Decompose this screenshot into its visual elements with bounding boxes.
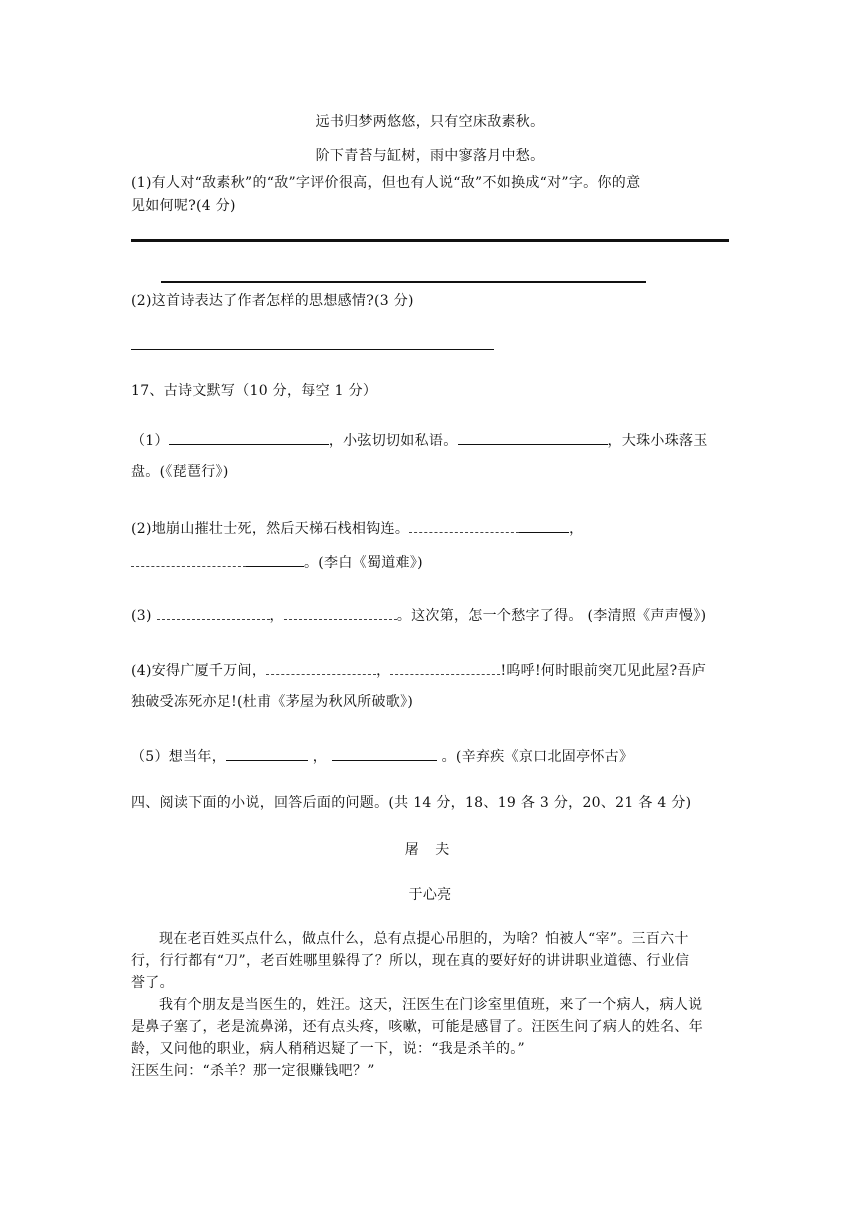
item-5-text: （5）想当年， (131, 749, 227, 765)
item-3-end: 。这次第，怎一个愁字了得。 (李清照《声声慢》) (396, 608, 707, 624)
item-1-prefix: （1） (131, 433, 169, 449)
question-16-1-line-2: 见如何呢?(4 分) (131, 198, 236, 214)
paragraph-1-line-3: 誉了。 (131, 975, 174, 991)
answer-line-thick[interactable] (131, 239, 729, 242)
question-17-item-4 (131, 660, 706, 681)
paragraph-2-line-1: 我有个朋友是当医生的，姓汪。这天，汪医生在门诊室里值班，来了一个病人，病人说 (159, 997, 703, 1013)
paragraph-2-line-2: 是鼻子塞了，老是流鼻涕，还有点头疼，咳嗽，可能是感冒了。汪医生问了病人的姓名、年 (131, 1019, 703, 1035)
fill-blank-2b-solid[interactable] (246, 552, 304, 567)
question-17-item-1-cont: 盘。(《琵琶行》) (131, 464, 229, 480)
question-17-item-2 (131, 518, 583, 539)
question-17-item-1 (131, 430, 708, 451)
question-17-item-5 (131, 746, 633, 767)
paragraph-2-line-3: 龄，又问他的职业，病人稍稍迟疑了一下，说：“我是杀羊的。” (131, 1041, 526, 1057)
item-1-end: ，大珠小珠落玉 (607, 433, 708, 449)
question-16-1-line-1: (1)有人对“敌素秋”的“敌”字评价很高，但也有人说“敌”不如换成“对”字。你的意 (131, 175, 641, 191)
fill-blank-3a[interactable] (157, 605, 270, 620)
fill-blank-2a[interactable] (409, 518, 519, 533)
fill-blank-5b[interactable] (332, 746, 437, 761)
question-17-item-3 (131, 605, 706, 626)
item-4-comma: ， (376, 663, 391, 679)
fill-blank-2a-solid[interactable] (519, 518, 569, 533)
paragraph-1-line-2: 行，行行都有“刀”，老百姓哪里躲得了？所以，现在真的要好好的讲讲职业道德、行业信 (131, 953, 690, 969)
fill-blank-4b[interactable] (390, 660, 500, 675)
fill-blank-4a[interactable] (266, 660, 376, 675)
story-author: 于心亮 (408, 887, 452, 903)
story-title: 屠 夫 (404, 842, 456, 858)
fill-blank-1b[interactable] (458, 430, 608, 445)
fill-blank-5a[interactable] (226, 746, 308, 761)
poem-line-2: 阶下青苔与缸树，雨中寥落月中愁。 (315, 148, 545, 164)
fill-blank-3b[interactable] (284, 605, 397, 620)
item-1-mid: ，小弦切切如私语。 (328, 433, 458, 449)
answer-line[interactable] (161, 281, 646, 283)
item-2-text: (2)地崩山摧壮士死，然后天梯石栈相钩连。 (131, 521, 410, 537)
item-3-prefix: (3) (131, 608, 152, 624)
question-17-heading: 17、古诗文默写（10 分，每空 1 分） (131, 383, 378, 399)
answer-line-short[interactable] (131, 349, 494, 350)
fill-blank-2b[interactable] (131, 552, 246, 567)
question-17-item-2-cont (131, 552, 423, 573)
item-2-comma: ， (569, 521, 584, 537)
section-4-heading: 四、阅读下面的小说，回答后面的问题。(共 14 分，18、19 各 3 分，20、21 各 4 分) (131, 795, 692, 811)
question-16-2: (2)这首诗表达了作者怎样的思想感情?(3 分) (131, 293, 414, 309)
item-3-comma: ， (269, 608, 284, 624)
item-4-end: !呜呼!何时眼前突兀见此屋?吾庐 (500, 663, 707, 679)
paragraph-1-line-1: 现在老百姓买点什么，做点什么，总有点提心吊胆的，为啥？怕被人“宰”。三百六十 (159, 931, 689, 947)
item-5-comma: ， (312, 749, 328, 765)
question-17-item-4-cont: 独破受冻死亦足!(杜甫《茅屋为秋风所破歌》) (131, 694, 414, 710)
paragraph-3-line-1: 汪医生问：“杀羊？那一定很赚钱吧？” (131, 1063, 375, 1079)
item-4-text: (4)安得广厦千万间， (131, 663, 267, 679)
poem-line-1: 远书归梦两悠悠，只有空床敌素秋。 (315, 114, 545, 130)
item-2-source: 。(李白《蜀道难》) (304, 555, 423, 571)
item-5-source: 。(辛弃疾《京口北固亭怀古》 (441, 749, 634, 765)
fill-blank-1a[interactable] (169, 430, 329, 445)
